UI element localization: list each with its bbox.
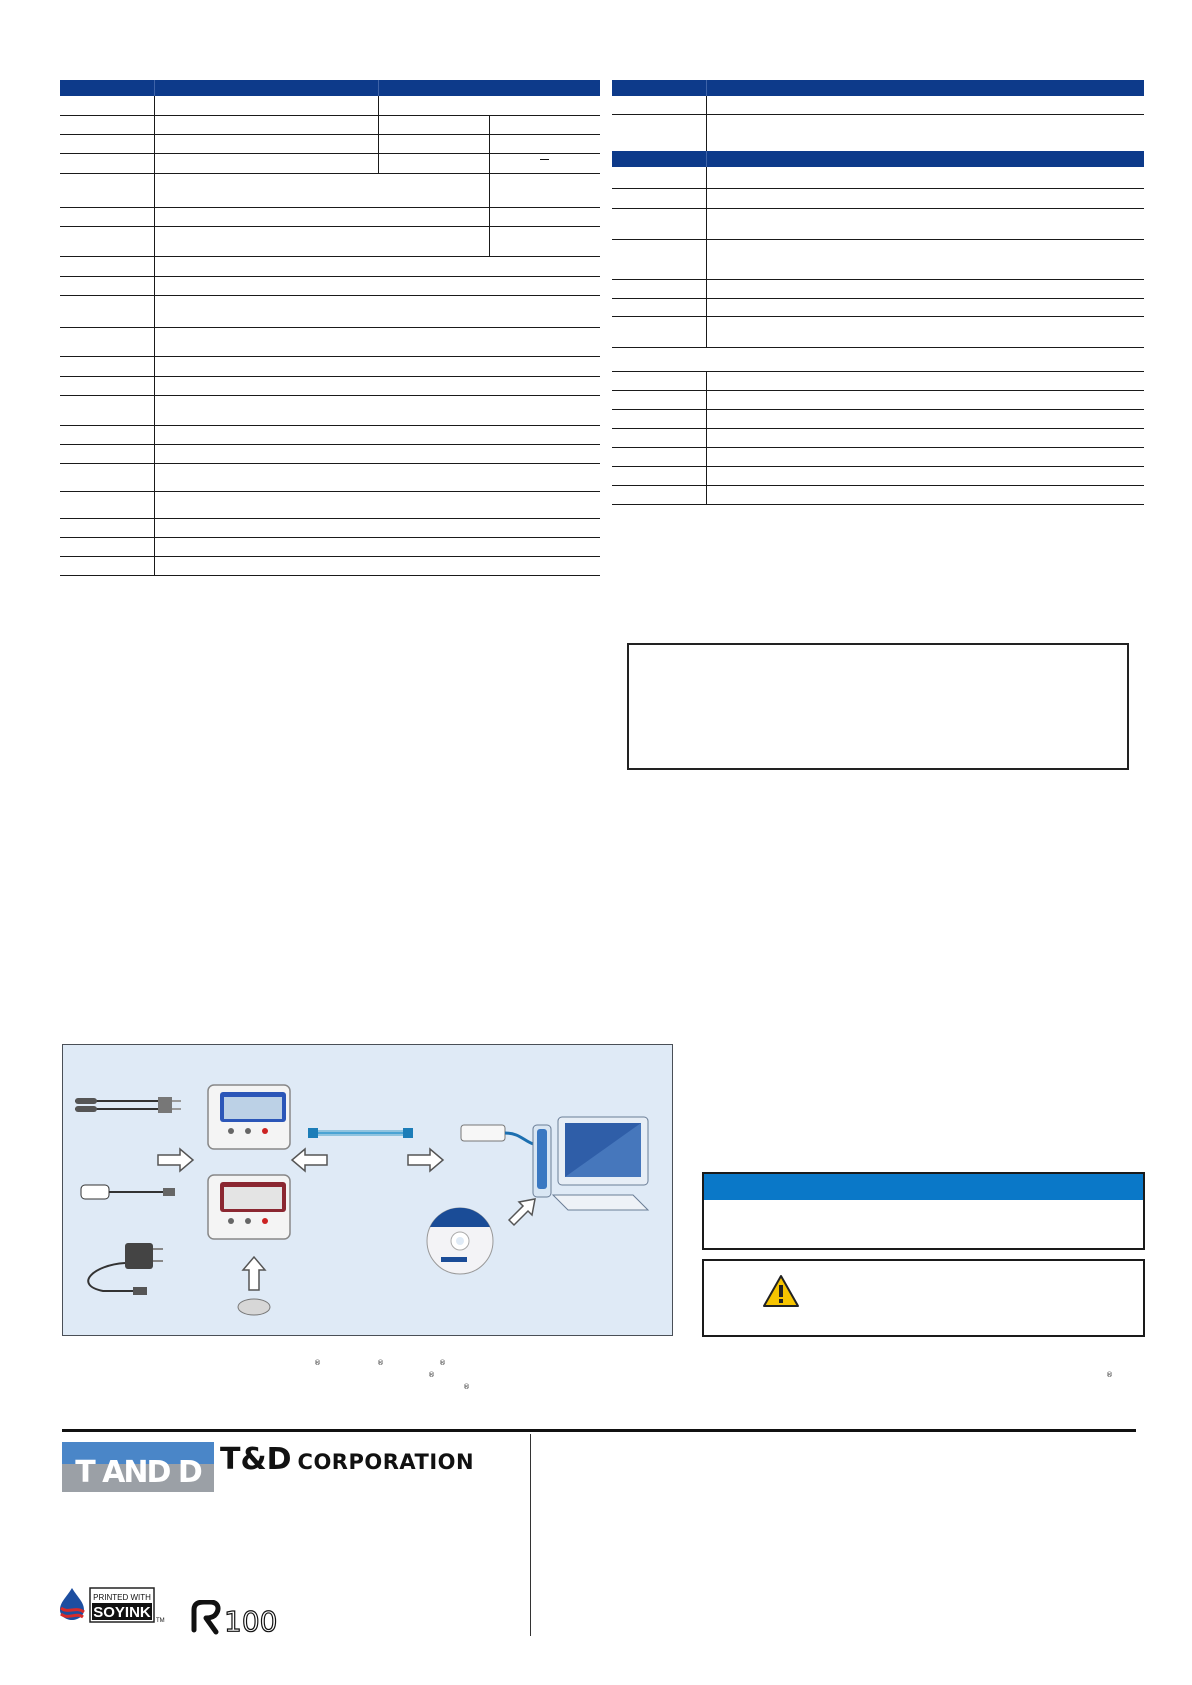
table-row: [60, 295, 600, 327]
svg-text:100: 100: [224, 1605, 278, 1636]
table-row: [60, 327, 600, 356]
humidity-sensor-probe: [81, 1185, 175, 1199]
table-row: [60, 376, 600, 395]
spec-table-right-top: [612, 80, 1144, 152]
table-row: [60, 491, 600, 518]
table-row: [60, 556, 600, 575]
table-row: [612, 371, 1144, 390]
spec-table-left: [60, 80, 600, 576]
tandd-logo: [62, 1442, 214, 1492]
svg-text:PRINTED WITH: PRINTED WITH: [93, 1593, 151, 1602]
table-row: [612, 390, 1144, 409]
table-row: [60, 425, 600, 444]
table-row: [60, 444, 600, 463]
temperature-sensor-probes: [75, 1097, 181, 1113]
company-name-suffix: CORPORATION: [297, 1450, 475, 1474]
table-row: [612, 96, 1144, 114]
ac-adapter: [88, 1243, 163, 1295]
spec-table-header: [612, 80, 1144, 96]
recycled-paper-100-logo: [190, 1600, 286, 1636]
table-row: [60, 537, 600, 556]
table-row: [60, 226, 600, 256]
svg-text:SOYINK: SOYINK: [93, 1604, 151, 1621]
table-row: [612, 447, 1144, 466]
table-row: [612, 485, 1144, 504]
communication-cable: [308, 1128, 413, 1138]
caution-panel: [702, 1259, 1145, 1337]
table-row: [612, 347, 1144, 371]
data-logger-bottom: [208, 1175, 290, 1239]
registered-mark: ®: [428, 1371, 435, 1379]
table-row: [612, 167, 1144, 188]
data-logger-top: [208, 1085, 290, 1149]
system-configuration-diagram: [62, 1044, 673, 1336]
footer-rule: [62, 1429, 1136, 1432]
table-row: [612, 208, 1144, 239]
registered-mark: ®: [314, 1359, 321, 1367]
table-row: [612, 279, 1144, 298]
table-row: [612, 239, 1144, 279]
table-row: [612, 316, 1144, 347]
table-row: [60, 173, 600, 207]
company-name: [220, 1442, 474, 1477]
registered-mark: ®: [1106, 1371, 1113, 1379]
spec-table-header: [612, 151, 1144, 167]
table-row: [60, 276, 600, 295]
company-name-main: T&D: [220, 1442, 292, 1477]
table-row: [612, 298, 1144, 316]
software-cd: [427, 1208, 493, 1274]
table-row: [60, 256, 600, 276]
hollow-arrow-icon: [292, 1149, 327, 1171]
table-row: [60, 356, 600, 376]
table-row: [612, 409, 1144, 428]
personal-computer: [533, 1117, 648, 1210]
table-row: [60, 115, 600, 134]
info-panel-header-bar: [704, 1174, 1143, 1200]
notice-box: [627, 643, 1129, 770]
warning-triangle-icon: [762, 1274, 800, 1308]
table-row: [60, 207, 600, 226]
table-row: [60, 153, 600, 173]
soyink-logo: [58, 1584, 178, 1628]
dash-mark: [540, 159, 549, 160]
spec-table-right-main: [612, 151, 1144, 505]
table-row: [60, 134, 600, 153]
table-row: [60, 518, 600, 537]
registered-mark: ®: [377, 1359, 384, 1367]
footer-divider: [530, 1434, 531, 1636]
battery: [238, 1299, 270, 1315]
spec-table-header: [60, 80, 600, 96]
registered-mark: ®: [463, 1383, 470, 1391]
usb-interface: [461, 1125, 541, 1145]
svg-text:TM: TM: [156, 1618, 165, 1624]
table-row: [60, 395, 600, 425]
table-row: [612, 114, 1144, 152]
hollow-arrow-icon: [158, 1149, 193, 1171]
hollow-arrow-icon: [243, 1257, 265, 1290]
table-row: [60, 463, 600, 491]
svg-text:T AND D: T AND D: [75, 1455, 201, 1490]
hollow-arrow-icon: [509, 1199, 535, 1225]
info-panel: [702, 1172, 1145, 1250]
table-row: [612, 466, 1144, 485]
table-row: [612, 428, 1144, 447]
registered-mark: ®: [439, 1359, 446, 1367]
table-row: [60, 96, 600, 115]
hollow-arrow-icon: [408, 1149, 443, 1171]
table-row: [612, 188, 1144, 208]
